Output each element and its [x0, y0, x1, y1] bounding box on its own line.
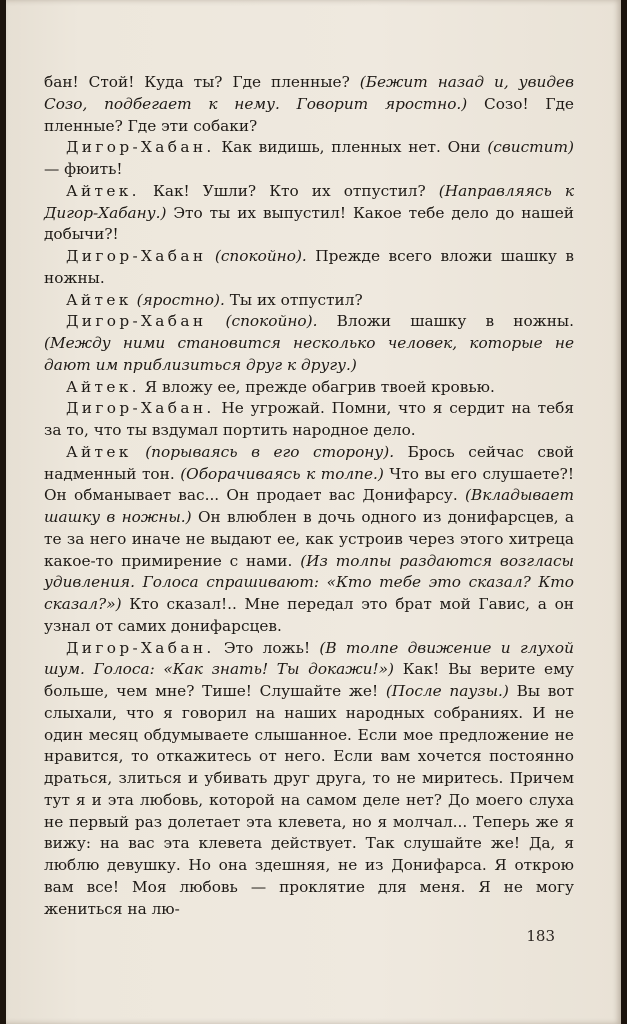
dialogue-text: Вы вот слыхали, что я говорил на наших народных собраниях. И не один месяц обдумываете слышанное. Если мое предложение не нравится, то откажитесь от него. Если вам хочется постоянно драться, злиться и убивать друг друга, то не миритесь. Причем тут я и эта любовь, которой на самом деле нет? До моего слуха не первый раз долетает эта клевета, но я молчал... Теперь же я вижу: на вас эта клевета действует. Так слушайте же! Да, я люблю девушку. Но она здешняя, не из Донифарса. Я открою вам все! Моя любовь — проклятие для меня. Я не могу жениться на лю- [44, 682, 574, 918]
dialogue-text: Созо! Где пленные? Где эти собаки? [44, 94, 574, 135]
stage-direction: (После паузы.) [385, 682, 509, 700]
stage-direction: (Оборачиваясь к толпе.) [180, 464, 384, 483]
speaker-name: Айтек. [66, 377, 140, 396]
speaker-name: Айтек [66, 442, 132, 461]
dialogue-text: Прежде всего вложи шашку в ножны. [44, 247, 574, 287]
dialogue-text: Кто сказал!.. Мне передал это брат мой Гавис, а он узнал от самих донифарсцев. [44, 595, 574, 635]
dialogue-text [132, 443, 146, 461]
speaker-name: Дигор-Хабан. [66, 138, 215, 157]
dialogue-text: бан! Стой! Куда ты? Где пленные? [44, 73, 360, 91]
stage-direction: (В толпе движение и глухой шум. Голоса: «Как знать! Ты докажи!») [44, 638, 574, 679]
stage-direction: (Бежит назад и, увидев Созо, подбегает к нему. Говорит яростно.) [44, 73, 574, 113]
speaker-name: Дигор-Хабан [66, 247, 207, 265]
text-paragraph [44, 181, 574, 246]
stage-direction: (спокойно). [214, 247, 307, 265]
stage-direction: (порываясь в его сторону). [145, 442, 395, 461]
speaker-name: Дигор-Хабан. [66, 638, 215, 657]
dialogue-text: Это ложь! [214, 638, 320, 657]
text-paragraph [44, 137, 574, 181]
text-paragraph [44, 442, 574, 638]
speaker-name: Айтек [66, 290, 132, 309]
stage-direction: (яростно). [136, 290, 225, 309]
dialogue-text: Я вложу ее, прежде обагрив твоей кровью. [139, 377, 495, 396]
stage-direction: (свистит) [487, 138, 574, 157]
text-paragraph [44, 638, 574, 921]
dialogue-text [206, 247, 215, 265]
stage-direction: (Между ними становится несколько человек, которые не дают им приблизиться друг к другу.) [44, 334, 574, 374]
dialogue-text: Это ты их выпустил! Какое тебе дело до нашей добычи?! [44, 203, 574, 244]
dialogue-text: Он влюблен в дочь одного из донифарсцев, а те за него иначе не выдают ее, как устроив через этого хитреца какое-то примирение с нами. [44, 508, 575, 570]
text-paragraph [44, 311, 574, 376]
dialogue-text: Как! Ушли? Кто их отпустил? [139, 181, 439, 200]
dialogue-text: Как видишь, пленных нет. Они [214, 138, 488, 157]
text-paragraph [44, 72, 574, 137]
dialogue-text: Не угрожай. Помни, что я сердит на тебя за то, что ты вздумал портить народное дело. [44, 399, 574, 439]
speaker-name: Айтек. [66, 181, 140, 200]
dialogue-text: — фюить! [44, 160, 123, 178]
stage-direction: (спокойно). [225, 312, 318, 331]
speaker-name: Дигор-Хабан [66, 312, 207, 331]
book-page [6, 0, 621, 1024]
text-paragraph [44, 377, 574, 399]
speaker-name: Дигор-Хабан. [66, 399, 215, 418]
dialogue-text: Как! Вы верите ему больше, чем мне? Тише! Слушайте же! [44, 660, 574, 700]
stage-direction: (Из толпы раздаются возгласы удивления. Голоса спрашивают: «Кто тебе это сказал? Кто сказал?») [44, 551, 575, 613]
dialogue-text [206, 312, 225, 330]
stage-direction: (Направляясь к Дигор-Хабану.) [44, 181, 574, 222]
text-paragraph [44, 246, 574, 290]
dialogue-text: Брось сейчас свой надменный тон. [44, 442, 574, 483]
page-number: 183 [526, 927, 555, 945]
dialogue-text: Что вы его слушаете?! Он обманывает вас... Он продает вас Донифарсу. [44, 464, 575, 505]
text-paragraph [44, 290, 574, 312]
page-text [44, 72, 574, 920]
stage-direction: (Вкладывает шашку в ножны.) [44, 486, 574, 526]
dialogue-text: Вложи шашку в ножны. [317, 312, 574, 331]
text-paragraph [44, 398, 574, 442]
dialogue-text: Ты их отпустил? [224, 290, 363, 309]
